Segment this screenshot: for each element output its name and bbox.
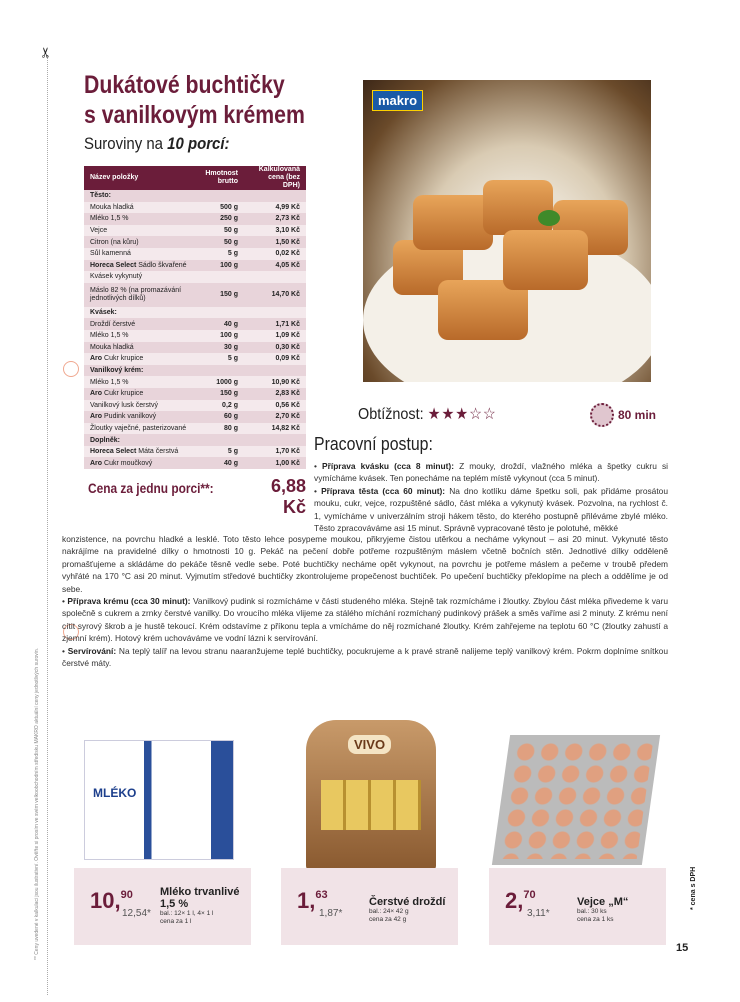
- eggs-tray-image: [492, 735, 660, 865]
- makro-logo: makro: [372, 90, 423, 111]
- ingredient-weight: 5 g: [194, 446, 244, 458]
- product-pack: bal.: 12× 1 l, 4× 1 l: [160, 910, 214, 917]
- step: • Příprava kvásku (cca 8 minut): Z mouky, droždí, vlažného mléka a špetky cukru si vymícháme kvásek. Ten ponecháme na teplém místě vykynout (cca 5 minut).: [314, 461, 668, 484]
- ingredient-name: Mléko 1,5 %: [84, 376, 194, 388]
- ingredient-weight: 500 g: [194, 202, 244, 214]
- ingredient-weight: 150 g: [194, 388, 244, 400]
- table-row: [84, 318, 306, 330]
- procedure-steps-continued: [62, 533, 668, 669]
- table-row: [84, 457, 306, 469]
- step: • Příprava těsta (cca 60 minut): Na dno kotlíku dáme špetku soli, pak přidáme prosátou mouku, cukr, vejce, rozpuštěné sádlo, část mléka a vykynutý kvásek. Pozvolna, na rychlost č. 1, vymícháme v univerzálním stroji hákem těsto, do kterého postupně přiléváme zbylé mléko. Těsto zpracováváme asi 15 minut. Správně vypracované těsto je polotuhé, měkké: [314, 485, 668, 534]
- product-unit: cena za 1 l: [160, 918, 192, 925]
- product-info: [577, 896, 665, 924]
- ingredient-price: 0,56 Kč: [244, 400, 306, 412]
- procedure-steps: [314, 460, 668, 534]
- section-label: Vanilkový krém:: [84, 365, 306, 377]
- ingredient-weight: 0,2 g: [194, 400, 244, 412]
- table-row: [84, 446, 306, 458]
- bun: [413, 195, 493, 250]
- product-name: Čerstvé droždí: [369, 896, 446, 908]
- ingredient-name: Aro Cukr krupice: [84, 388, 194, 400]
- product-pack: bal.: 30 ks: [577, 908, 607, 915]
- ingredient-price: 3,10 Kč: [244, 225, 306, 237]
- price: 2,70: [505, 888, 536, 913]
- ingredient-name: Aro Cukr krupice: [84, 353, 194, 365]
- col-header-price: Kalkulovaná cena (bez DPH): [244, 166, 306, 190]
- hole-punch-mark: [63, 361, 79, 377]
- brand: Aro: [90, 355, 103, 363]
- procedure-title: Pracovní postup:: [314, 434, 433, 454]
- ingredient-price: 1,00 Kč: [244, 457, 306, 469]
- product-price-box: [74, 868, 251, 945]
- product-name: Mléko trvanlivé 1,5 %: [160, 886, 240, 910]
- ingredient-name: Mouka hladká: [84, 202, 194, 214]
- price-with-vat: 1,87*: [319, 908, 343, 919]
- difficulty: Obtížnost: ★★★☆☆: [358, 406, 497, 423]
- table-row: [84, 271, 306, 283]
- price-disclaimer: ** Ceny uvedené v kalkulaci jsou ilustrativní. Ověřte si prosím ve svém velkoobchodním středisku MAKRO aktuální ceny jednotlivých surovin.: [34, 647, 40, 960]
- price-with-vat: 12,54*: [122, 908, 151, 919]
- ingredient-weight: [194, 271, 244, 283]
- step-continuation: konzistence, na povrchu hladké a lesklé. Toto těsto lehce posypeme moukou, přikryjeme čistou utěrkou a necháme vykynout – asi 20 minut. Vykynuté těsto nakrájíme na pravidelné dílky o hmotnosti 10 g. Pekáč na pečení dobře potřeme rozpuštěným máslem včetně bočních stěn. Jednotlivé dílky odděleně promašťujeme a skládáme do pekáče těsně vedle sebe. Poté buchtičky necháme opět vykynout, na povrchu je potřeme máslem a pečeme v troubě předem vyhřáté na 170 °C asi 20 minut. Vyjmutím středové buchtičky zkontrolujeme propečenost buchtiček. Po upečení buchtičky překlopíme na plech a oddělíme je od sebe.: [62, 534, 668, 594]
- price-with-vat: 3,11*: [527, 908, 550, 919]
- product-price-box: [489, 868, 666, 945]
- section-label: Doplněk:: [84, 434, 306, 446]
- milk-cartons-image: MLÉKO: [84, 740, 234, 860]
- table-section-row: [84, 190, 306, 202]
- table-row: [84, 248, 306, 260]
- scissors-icon: ✂: [37, 46, 54, 59]
- ingredient-price: 2,83 Kč: [244, 388, 306, 400]
- prep-time: 80 min: [618, 408, 657, 422]
- ingredient-weight: 100 g: [194, 260, 244, 272]
- table-section-row: [84, 434, 306, 446]
- ingredient-price: 0,30 Kč: [244, 342, 306, 354]
- ingredient-price: 0,09 Kč: [244, 353, 306, 365]
- ingredient-name: Kvásek vykynutý: [84, 271, 194, 283]
- price: 1,63: [297, 888, 328, 913]
- brand: Aro: [90, 390, 103, 398]
- table-row: [84, 388, 306, 400]
- table-section-row: [84, 365, 306, 377]
- ingredient-price: 2,73 Kč: [244, 213, 306, 225]
- step: • Příprava krému (cca 30 minut): Vanilkový pudink si rozmícháme v části studeného mléka. Stejně tak rozmícháme i žloutky. Zbylou část mléka přivedeme k varu společně s cukrem a zrnky čerstvé vanilky. Do vroucího mléka vlijeme za stálého míchání rozmíchaný pudinkový prášek a směs vaříme asi 2 minuty. Z krému není cítit syrový škrob a je hustě tekoucí. Krém odstavíme z příkonu tepla a vmícháme do něj rozmíchané žloutky. Krém zahřejeme na teplotu 60 °C (žloutky zahustí a zjemní krém). Hotový krém uchováváme ve vodní lázni k servírování.: [62, 596, 668, 644]
- table-row: [84, 236, 306, 248]
- ingredient-weight: 80 g: [194, 423, 244, 435]
- ingredient-name: Aro Cukr moučkový: [84, 457, 194, 469]
- cut-line: [47, 55, 48, 995]
- product-info: [160, 886, 248, 926]
- bun: [503, 230, 588, 290]
- table-row: [84, 376, 306, 388]
- table-row: [84, 400, 306, 412]
- brand: Horeca Select: [90, 261, 137, 269]
- clock-icon: [590, 403, 614, 427]
- col-header-name: Název položky: [84, 166, 194, 190]
- ingredient-weight: 40 g: [194, 318, 244, 330]
- ingredient-weight: 100 g: [194, 330, 244, 342]
- ingredient-price: 4,05 Kč: [244, 260, 306, 272]
- ingredient-weight: 60 g: [194, 411, 244, 423]
- ingredient-price: 0,02 Kč: [244, 248, 306, 260]
- table-row: [84, 213, 306, 225]
- brand: Horeca Select: [90, 448, 137, 456]
- ingredient-weight: 50 g: [194, 225, 244, 237]
- ingredient-name: Horeca Select Sádlo škvařené: [84, 260, 194, 272]
- ingredient-price: 1,70 Kč: [244, 446, 306, 458]
- ingredient-name: Žloutky vaječné, pasterizované: [84, 423, 194, 435]
- vat-note: * cena s DPH: [690, 866, 697, 910]
- ingredient-weight: 50 g: [194, 236, 244, 248]
- servings: Suroviny na 10 porcí:: [84, 134, 230, 153]
- ingredient-price: 4,99 Kč: [244, 202, 306, 214]
- product-price-box: [281, 868, 458, 945]
- page-number: 15: [676, 942, 689, 954]
- col-header-weight: Hmotnost brutto: [194, 166, 244, 190]
- ingredient-weight: 5 g: [194, 248, 244, 260]
- ingredient-weight: 250 g: [194, 213, 244, 225]
- product-info: [369, 896, 457, 924]
- price-per-portion-label: Cena za jednu porci**:: [88, 480, 214, 496]
- bun: [483, 180, 553, 235]
- ingredient-price: 2,70 Kč: [244, 411, 306, 423]
- dish-photo: [363, 80, 651, 382]
- mint-leaf: [538, 210, 560, 226]
- yeast-box-image: VIVO: [306, 720, 436, 870]
- ingredient-price: 14,70 Kč: [244, 283, 306, 307]
- ingredient-name: Mléko 1,5 %: [84, 213, 194, 225]
- section-label: Těsto:: [84, 190, 306, 202]
- price-per-portion-value: 6,88 Kč: [270, 476, 306, 517]
- step: • Servírování: Na teplý talíř na levou stranu naaranžujeme teplé buchtičky, pocukrujeme a k pravé straně nalijeme teplý vanilkový krém. Pokrm doplníme snítkou čerstvé máty.: [62, 645, 668, 669]
- ingredient-name: Máslo 82 % (na promazávání jednotlivých dílků): [84, 283, 194, 307]
- recipe-title: Dukátové buchtičky s vanilkovým krémem: [84, 71, 305, 129]
- product-unit: cena za 42 g: [369, 916, 407, 923]
- table-row: [84, 423, 306, 435]
- ingredient-price: 10,90 Kč: [244, 376, 306, 388]
- difficulty-stars: ★★★☆☆: [427, 406, 497, 423]
- brand: Aro: [90, 413, 103, 421]
- ingredient-weight: 40 g: [194, 457, 244, 469]
- ingredient-name: Vanilkový lusk čerstvý: [84, 400, 194, 412]
- ingredient-price: 1,09 Kč: [244, 330, 306, 342]
- table-row: [84, 330, 306, 342]
- ingredient-weight: 30 g: [194, 342, 244, 354]
- table-row: [84, 411, 306, 423]
- ingredient-price: 14,82 Kč: [244, 423, 306, 435]
- table-row: [84, 260, 306, 272]
- table-section-row: [84, 307, 306, 319]
- product-pack: bal.: 24× 42 g: [369, 908, 409, 915]
- ingredient-name: Mléko 1,5 %: [84, 330, 194, 342]
- table-row: [84, 353, 306, 365]
- product-unit: cena za 1 ks: [577, 916, 614, 923]
- ingredient-name: Sůl kamenná: [84, 248, 194, 260]
- ingredient-price: 1,71 Kč: [244, 318, 306, 330]
- ingredients-table: [84, 166, 306, 469]
- table-row: [84, 225, 306, 237]
- table-row: [84, 342, 306, 354]
- brand: Aro: [90, 459, 103, 467]
- ingredient-price: 1,50 Kč: [244, 236, 306, 248]
- ingredient-weight: 150 g: [194, 283, 244, 307]
- ingredient-name: Aro Pudink vanilkový: [84, 411, 194, 423]
- ingredient-name: Mouka hladká: [84, 342, 194, 354]
- product-name: Vejce „M“: [577, 896, 629, 908]
- table-row: [84, 283, 306, 307]
- ingredient-name: Vejce: [84, 225, 194, 237]
- ingredient-weight: 1000 g: [194, 376, 244, 388]
- section-label: Kvásek:: [84, 307, 306, 319]
- ingredient-name: Citron (na kůru): [84, 236, 194, 248]
- ingredient-weight: 5 g: [194, 353, 244, 365]
- table-row: [84, 202, 306, 214]
- price: 10,90: [90, 888, 133, 913]
- ingredient-price: [244, 271, 306, 283]
- ingredient-name: Droždí čerstvé: [84, 318, 194, 330]
- ingredient-name: Horeca Select Máta čerstvá: [84, 446, 194, 458]
